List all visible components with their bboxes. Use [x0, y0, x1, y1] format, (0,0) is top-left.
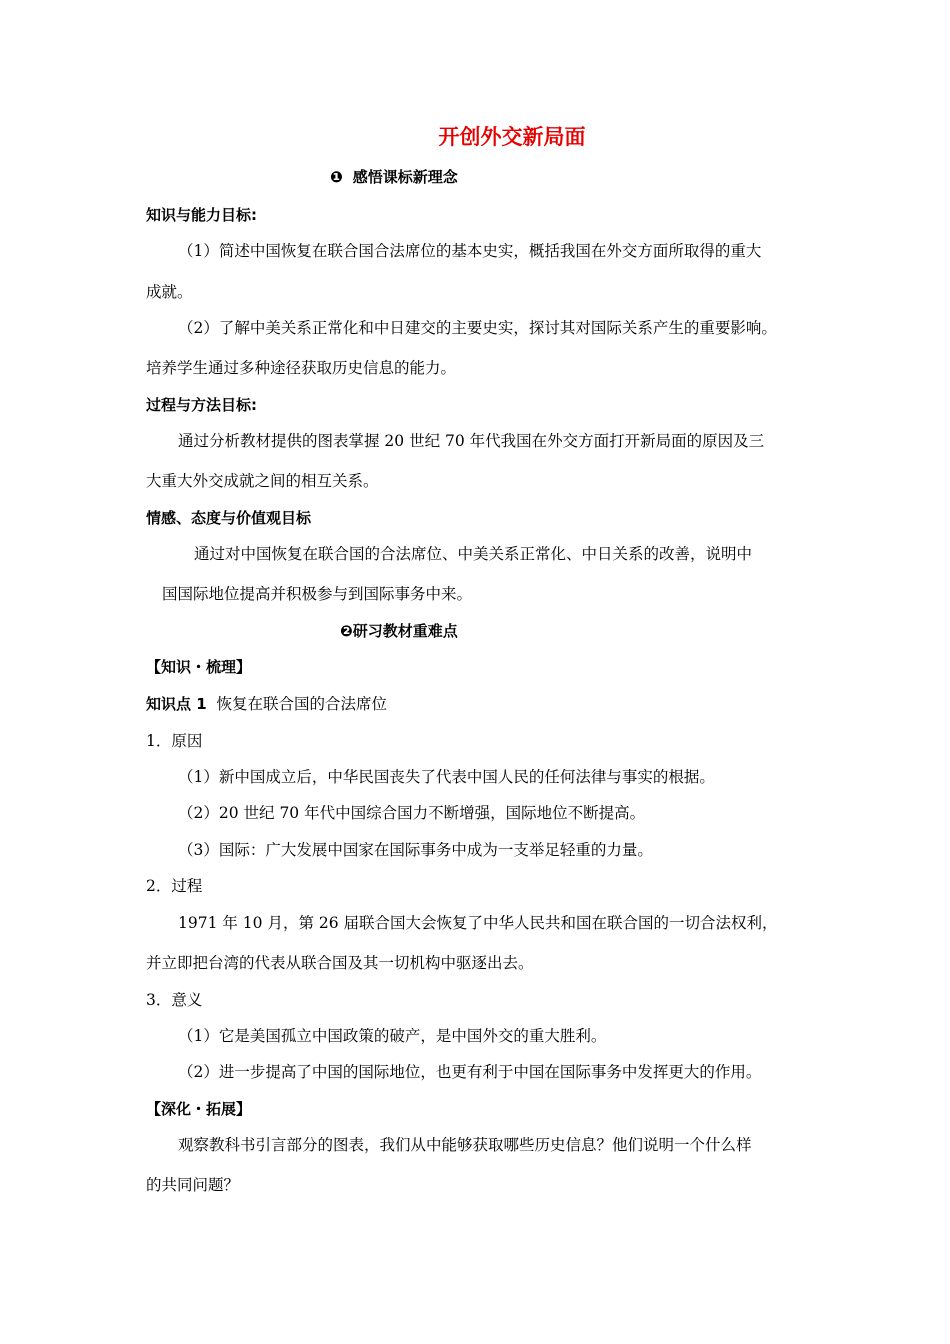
process-goal-line1: 通过分析教材提供的图表掌握 20 世纪 70 年代我国在外交方面打开新局面的原因及三 — [178, 432, 765, 450]
emotion-goal-line1: 通过对中国恢复在联合国的合法席位、中美关系正常化、中日关系的改善，说明中 — [194, 545, 753, 563]
emotion-goal-line2: 国国际地位提高并积极参与到国际事务中来。 — [162, 585, 473, 603]
page-title: 开创外交新局面 — [438, 125, 586, 149]
process-heading: 2．过程 — [146, 877, 203, 895]
reason-heading: 1．原因 — [146, 732, 203, 750]
meaning-heading: 3．意义 — [146, 991, 203, 1009]
knowledge-sort-heading: 【知识・梳理】 — [146, 658, 252, 676]
section-heading-2: ❷研习教材重难点 — [340, 622, 458, 640]
knowledge-goal-p2-line1: （2）了解中美关系正常化和中日建交的主要史实，探讨其对国际关系产生的重要影响。 — [178, 319, 777, 337]
reason-item-3: （3）国际：广大发展中国家在国际事务中成为一支举足轻重的力量。 — [178, 841, 653, 859]
knowledge-point-1 — [146, 694, 387, 714]
meaning-item-1: （1）它是美国孤立中国政策的破产，是中国外交的重大胜利。 — [178, 1027, 607, 1045]
knowledge-goal-p1-line1: （1）简述中国恢复在联合国合法席位的基本史实，概括我国在外交方面所取得的重大 — [178, 242, 762, 260]
process-goal-line2: 大重大外交成就之间的相互关系。 — [146, 472, 379, 490]
knowledge-goal-p1-line2: 成就。 — [146, 283, 193, 301]
knowledge-goal-p2-line2: 培养学生通过多种途径获取历史信息的能力。 — [146, 359, 457, 377]
deepen-line1: 观察教科书引言部分的图表，我们从中能够获取哪些历史信息？他们说明一个什么样 — [178, 1136, 752, 1154]
reason-item-2: （2）20 世纪 70 年代中国综合国力不断增强，国际地位不断提高。 — [178, 804, 646, 822]
bullet-icon: ❶ — [330, 168, 343, 186]
knowledge-point-1-text: 恢复在联合国的合法席位 — [216, 695, 388, 713]
deepen-line2: 的共同问题？ — [146, 1176, 240, 1194]
process-line1: 1971 年 10 月，第 26 届联合国大会恢复了中华人民共和国在联合国的一切合法权利， — [178, 914, 778, 932]
process-line2: 并立即把台湾的代表从联合国及其一切机构中驱逐出去。 — [146, 954, 534, 972]
knowledge-point-1-label: 知识点 1 — [146, 695, 207, 713]
reason-item-1: （1）新中国成立后，中华民国丧失了代表中国人民的任何法律与事实的根据。 — [178, 768, 715, 786]
emotion-goal-heading: 情感、态度与价值观目标 — [146, 509, 312, 527]
deepen-heading: 【深化・拓展】 — [146, 1100, 252, 1118]
process-goal-heading: 过程与方法目标: — [146, 396, 257, 414]
knowledge-goal-heading: 知识与能力目标: — [146, 206, 257, 224]
meaning-item-2: （2）进一步提高了中国的国际地位，也更有利于中国在国际事务中发挥更大的作用。 — [178, 1063, 762, 1081]
section-1-label: 感悟课标新理念 — [352, 168, 458, 186]
section-heading-1 — [330, 167, 458, 187]
